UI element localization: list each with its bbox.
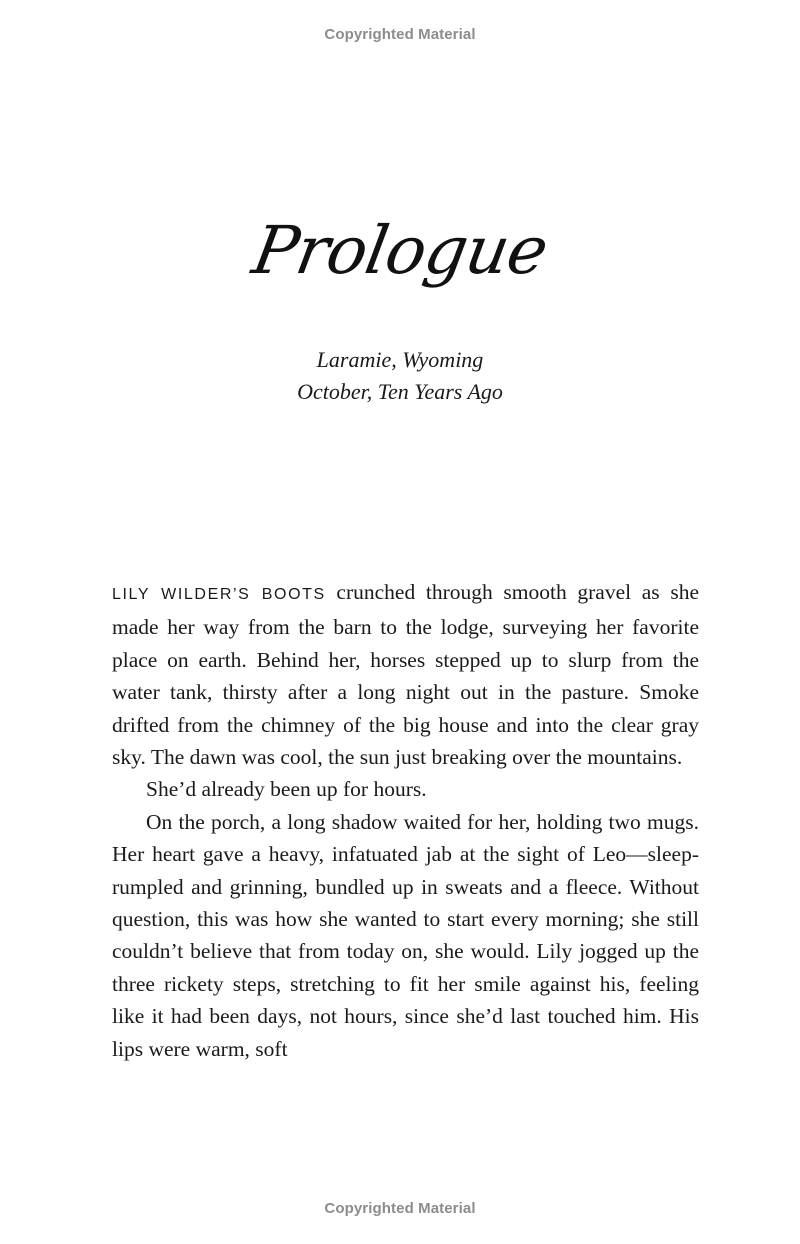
watermark-top: Copyrighted Material xyxy=(324,26,476,43)
paragraph-2: She’d already been up for hours. xyxy=(146,777,427,802)
body-text xyxy=(112,576,699,1065)
lead-in-smallcaps: LILY WILDER’S BOOTS xyxy=(112,586,326,603)
paragraph-1 xyxy=(112,576,699,773)
setting-time: October, Ten Years Ago xyxy=(297,379,503,404)
paragraph-1-text: crunched through smooth gravel as she made her way from the barn to the lodge, surveying her favorite place on earth. Behind her, horses stepped up to slurp from the water tank, thirsty after a long night out in the pasture. Smoke drifted from the chimney of the big house and into the clear gray sky. The dawn was cool, the sun just breaking over the mountains. xyxy=(112,580,699,770)
setting-location: Laramie, Wyoming xyxy=(316,347,484,372)
chapter-title: Prologue xyxy=(247,212,553,289)
paragraph-3: On the porch, a long shadow waited for her, holding two mugs. Her heart gave a heavy, infatuated jab at the sight of Leo—sleep-rumpled and grinning, bundled up in sweats and a fleece. Without question, this was how she wanted to start every morning; she still couldn’t believe that from today on, she would. Lily jogged up the three rickety steps, stretching to fit her smile against his, feeling like it had been days, not hours, since she’d last touched him. His lips were warm, soft xyxy=(112,809,699,1061)
watermark-bottom: Copyrighted Material xyxy=(324,1200,476,1217)
chapter-setting xyxy=(0,344,800,408)
